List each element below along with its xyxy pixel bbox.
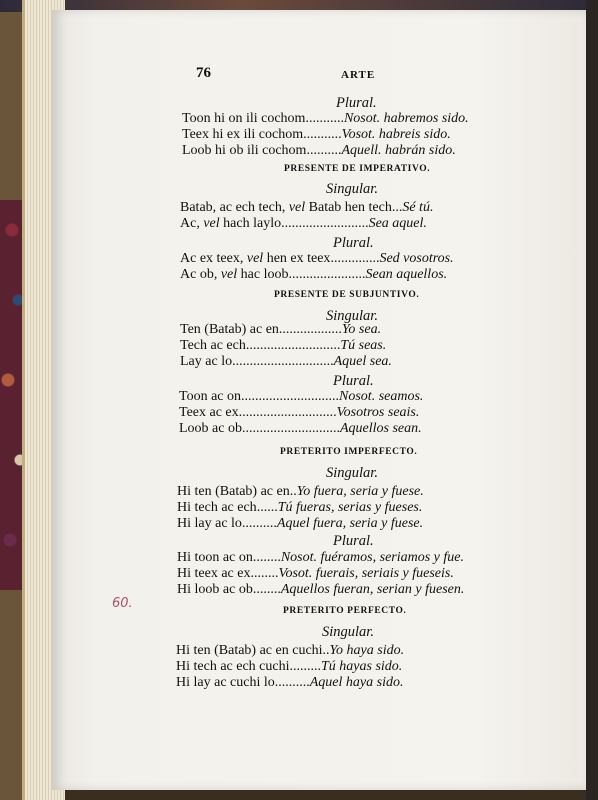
leader-dots: ............................ [241,421,340,436]
maya-form: Teex hi ex ili cochom [182,127,304,142]
conjugation-row [176,643,404,659]
conjugation-row [180,216,427,232]
maya-form: Hi loob ac ob [177,582,253,597]
spanish-translation: Aquel sea. [333,354,392,369]
tense-heading: PRESENTE DE IMPERATIVO. [284,164,431,174]
maya-form: Ten (Batab) ac en [180,322,279,337]
spanish-translation: Sed vosotros. [379,251,454,266]
conjugation-row [177,582,464,598]
conjugation-row [180,200,433,216]
maya-form: Teex ac ex [179,405,239,420]
leader-dots: .. [289,484,297,499]
conjugation-row [180,267,447,283]
spanish-translation: Yo fuera, seria y fuese. [296,484,424,499]
conjugation-row [177,550,464,566]
leader-dots: ... [391,200,403,215]
conjugation-row [182,143,456,159]
leader-dots: ........ [250,566,279,581]
leader-dots: .......... [306,143,342,158]
maya-form: Loob hi ob ili cochom [182,143,307,158]
conjugation-row [180,354,392,370]
spanish-translation: Vosotros seais. [336,405,420,420]
conjugation-row [177,516,423,532]
number-subheading: Singular. [326,465,378,481]
conjugation-row [177,500,422,516]
maya-form: Tech ac ech [180,338,246,353]
spanish-translation: Nosot. seamos. [339,389,424,404]
leader-dots: ............................. [232,354,334,369]
leader-dots: ............................ [241,389,340,404]
maya-form: Ac ex teex, vel hen ex teex [180,251,331,266]
spanish-translation: Sea aquel. [368,216,427,231]
leader-dots: ........ [252,582,281,597]
page-number: 76 [196,65,211,81]
number-subheading: Plural. [336,95,377,111]
leader-dots: ...... [256,500,278,515]
spanish-translation: Nosot. fuéramos, seriamos y fue. [280,550,464,565]
leader-dots: .................. [278,322,342,337]
spanish-translation: Aquell. habrán sido. [341,143,456,158]
spanish-translation: Tú fueras, serias y fueses. [277,500,423,515]
maya-form: Hi tech ac ech cuchi [176,659,290,674]
number-subheading: Singular. [326,181,378,197]
spanish-translation: Nosot. habremos sido. [343,111,469,126]
maya-form: Ac, vel hach laylo [180,216,282,231]
conjugation-row [182,111,469,127]
maya-form: Hi ten (Batab) ac en cuchi [176,643,323,658]
conjugation-row [179,389,423,405]
maya-form: Hi teex ac ex [177,566,251,581]
leader-dots: ........... [305,111,344,126]
leader-dots: .......... [274,675,310,690]
leader-dots: .............. [330,251,380,266]
spanish-translation: Yo sea. [341,322,382,337]
spanish-translation: Sé tú. [402,200,434,215]
number-subheading: Singular. [326,308,378,324]
maya-form: Hi ten (Batab) ac en [177,484,290,499]
tense-heading: PRETERITO PERFECTO. [283,606,407,616]
maya-form: Batab, ac ech tech, vel Batab hen tech [180,200,392,215]
leader-dots: ......................... [281,216,369,231]
conjugation-row [180,251,454,267]
leader-dots: ............................ [238,405,337,420]
conjugation-row [180,338,386,354]
spanish-translation: Tú hayas sido. [321,659,403,674]
maya-form: Loob ac ob [179,421,242,436]
maya-form: Toon hi on ili cochom [182,111,306,126]
conjugation-row [177,566,454,582]
spanish-translation: Tú seas. [340,338,387,353]
conjugation-row [180,322,381,338]
number-subheading: Plural. [333,235,374,251]
spanish-translation: Sean aquellos. [365,267,448,282]
spanish-translation: Aquel fuera, seria y fuese. [276,516,424,531]
leader-dots: ......... [289,659,321,674]
conjugation-row [182,127,451,143]
spanish-translation: Aquellos sean. [339,421,422,436]
maya-form: Hi tech ac ech [177,500,257,515]
margin-annotation: 60. [112,596,133,611]
spanish-translation: Yo haya sido. [329,643,405,658]
number-subheading: Plural. [333,373,374,389]
leader-dots: ........... [303,127,342,142]
conjugation-row [176,675,403,691]
tense-heading: PRETERITO IMPERFECTO. [280,447,418,457]
spanish-translation: Vosot. fuerais, seriais y fueseis. [278,566,454,581]
conjugation-row [176,659,402,675]
spanish-translation: Aquel haya sido. [309,675,404,690]
leader-dots: ........................... [245,338,341,353]
conjugation-row [177,484,424,500]
tense-heading: PRESENTE DE SUBJUNTIVO. [274,290,420,300]
maya-form: Hi lay ac lo [177,516,242,531]
conjugation-row [179,405,419,421]
maya-form: Ac ob, vel hac loob [180,267,289,282]
maya-form: Lay ac lo [180,354,233,369]
leader-dots: .......... [241,516,277,531]
number-subheading: Plural. [333,533,374,549]
spanish-translation: Vosot. habreis sido. [341,127,451,142]
maya-form: Hi lay ac cuchi lo [176,675,275,690]
maya-form: Toon ac on [179,389,242,404]
leader-dots: ........ [252,550,281,565]
leader-dots: ...................... [288,267,366,282]
spanish-translation: Aquellos fueran, serian y fuesen. [280,582,465,597]
running-title: ARTE [341,69,376,81]
maya-form: Hi toon ac on [177,550,253,565]
number-subheading: Singular. [322,624,374,640]
leader-dots: .. [322,643,330,658]
conjugation-row [179,421,422,437]
book-right-edge [586,0,598,800]
